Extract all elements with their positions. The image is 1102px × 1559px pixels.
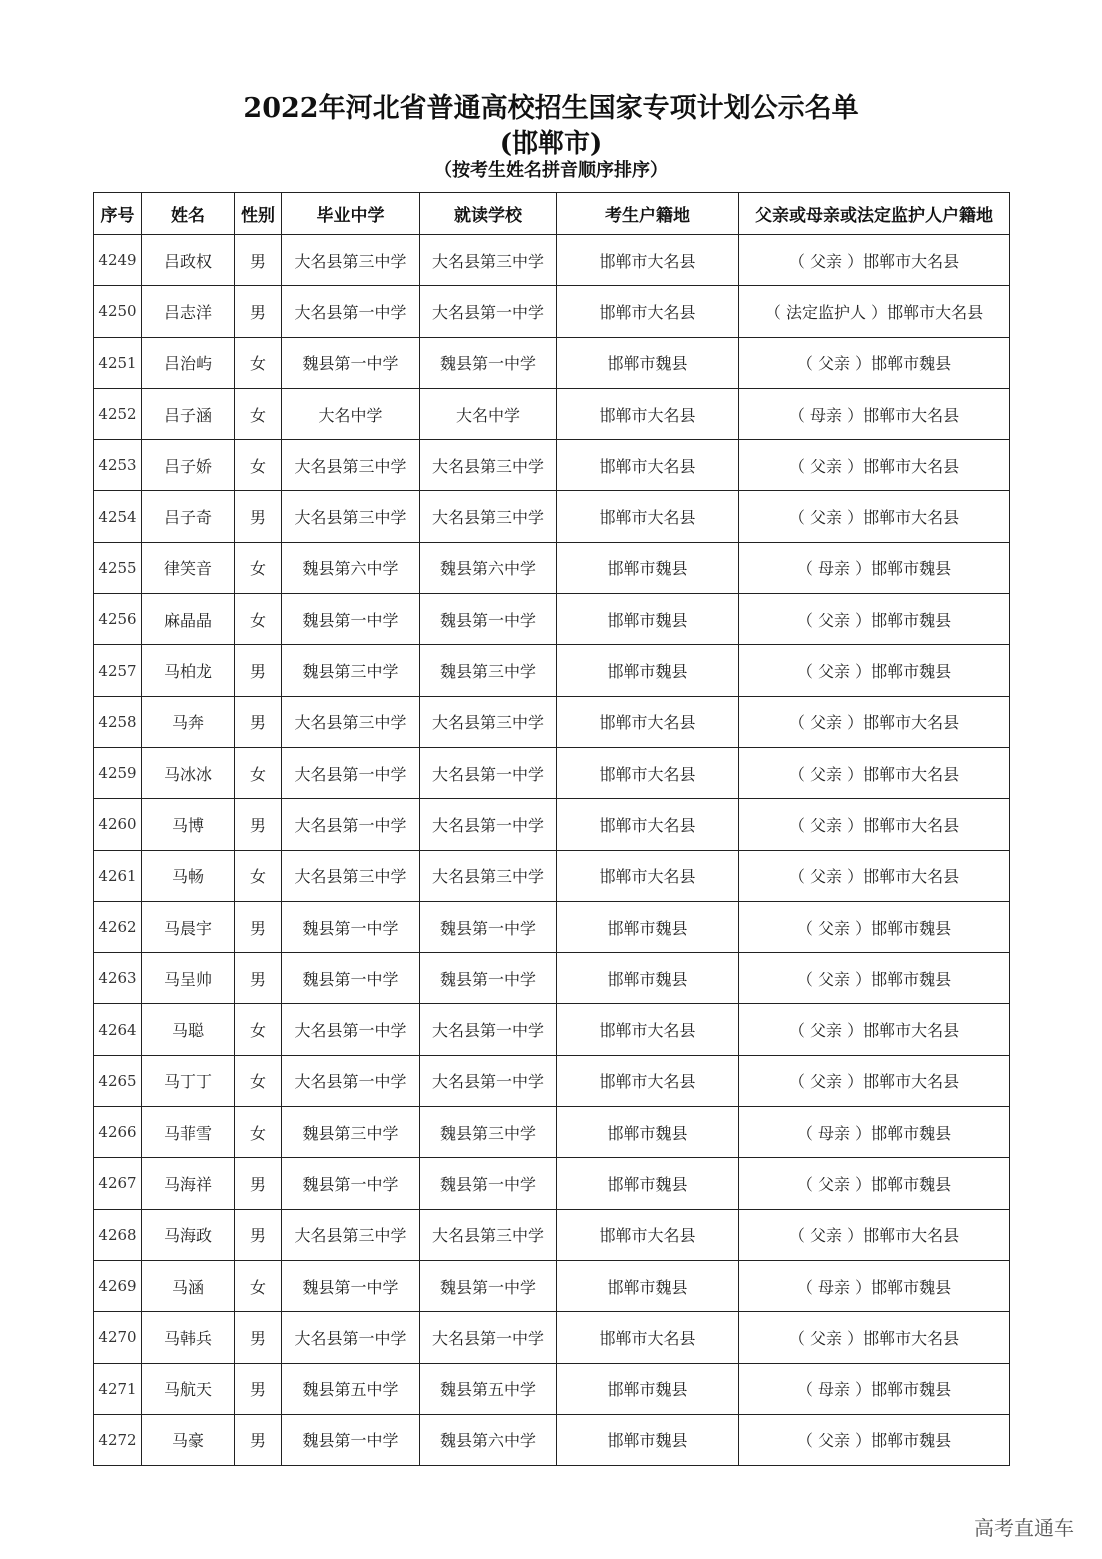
cell-guardian-residence: （ 父亲 ）邯郸市大名县 (739, 747, 1010, 798)
cell-guardian-residence: （ 父亲 ）邯郸市魏县 (739, 901, 1010, 952)
cell-guardian-residence: （ 父亲 ）邯郸市大名县 (739, 850, 1010, 901)
cell-graduated-school: 大名县第三中学 (282, 491, 420, 542)
table-header-row (94, 193, 1010, 235)
cell-guardian-residence: （ 母亲 ）邯郸市大名县 (739, 388, 1010, 439)
table-row (94, 901, 1010, 952)
cell-name: 马冰冰 (142, 747, 235, 798)
cell-index: 4249 (94, 235, 142, 286)
cell-name: 马奔 (142, 696, 235, 747)
cell-student-residence: 邯郸市大名县 (557, 440, 739, 491)
table-row (94, 1363, 1010, 1414)
table-row (94, 388, 1010, 439)
cell-guardian-residence: （ 母亲 ）邯郸市魏县 (739, 1260, 1010, 1311)
cell-index: 4270 (94, 1312, 142, 1363)
cell-gender: 男 (235, 645, 282, 696)
cell-guardian-residence: （ 母亲 ）邯郸市魏县 (739, 542, 1010, 593)
col-header-gender: 性别 (235, 193, 282, 235)
table-row (94, 235, 1010, 286)
cell-student-residence: 邯郸市大名县 (557, 388, 739, 439)
cell-guardian-residence: （ 父亲 ）邯郸市魏县 (739, 337, 1010, 388)
cell-guardian-residence: （ 母亲 ）邯郸市魏县 (739, 1107, 1010, 1158)
cell-graduated-school: 魏县第一中学 (282, 953, 420, 1004)
cell-student-residence: 邯郸市大名县 (557, 491, 739, 542)
cell-graduated-school: 大名县第三中学 (282, 696, 420, 747)
cell-index: 4272 (94, 1414, 142, 1465)
cell-gender: 男 (235, 491, 282, 542)
cell-student-residence: 邯郸市魏县 (557, 337, 739, 388)
cell-index: 4256 (94, 594, 142, 645)
table-row (94, 953, 1010, 1004)
cell-student-residence: 邯郸市大名县 (557, 1004, 739, 1055)
table-row (94, 1158, 1010, 1209)
cell-graduated-school: 魏县第五中学 (282, 1363, 420, 1414)
cell-name: 马畅 (142, 850, 235, 901)
cell-current-school: 大名县第一中学 (420, 1004, 557, 1055)
cell-index: 4255 (94, 542, 142, 593)
cell-current-school: 大名县第三中学 (420, 491, 557, 542)
cell-current-school: 大名县第一中学 (420, 747, 557, 798)
cell-guardian-residence: （ 父亲 ）邯郸市魏县 (739, 1414, 1010, 1465)
table-row (94, 1055, 1010, 1106)
cell-graduated-school: 大名县第三中学 (282, 1209, 420, 1260)
cell-graduated-school: 魏县第一中学 (282, 1414, 420, 1465)
cell-current-school: 魏县第一中学 (420, 901, 557, 952)
cell-name: 马晨宇 (142, 901, 235, 952)
cell-guardian-residence: （ 父亲 ）邯郸市大名县 (739, 491, 1010, 542)
cell-gender: 男 (235, 1158, 282, 1209)
cell-gender: 男 (235, 901, 282, 952)
cell-gender: 女 (235, 337, 282, 388)
cell-graduated-school: 魏县第六中学 (282, 542, 420, 593)
col-header-guardian-residence: 父亲或母亲或法定监护人户籍地 (739, 193, 1010, 235)
cell-gender: 男 (235, 1414, 282, 1465)
cell-guardian-residence: （ 父亲 ）邯郸市大名县 (739, 1209, 1010, 1260)
table-row (94, 491, 1010, 542)
cell-current-school: 魏县第一中学 (420, 953, 557, 1004)
cell-current-school: 大名县第三中学 (420, 850, 557, 901)
col-header-student-residence: 考生户籍地 (557, 193, 739, 235)
cell-gender: 男 (235, 696, 282, 747)
table-row (94, 696, 1010, 747)
watermark: 高考直通车 (974, 1516, 1074, 1540)
cell-name: 马涵 (142, 1260, 235, 1311)
cell-guardian-residence: （ 母亲 ）邯郸市魏县 (739, 1363, 1010, 1414)
cell-graduated-school: 魏县第三中学 (282, 1107, 420, 1158)
cell-index: 4254 (94, 491, 142, 542)
table-row (94, 1260, 1010, 1311)
cell-name: 麻晶晶 (142, 594, 235, 645)
cell-current-school: 大名县第一中学 (420, 799, 557, 850)
cell-name: 马海祥 (142, 1158, 235, 1209)
cell-current-school: 大名中学 (420, 388, 557, 439)
cell-index: 4269 (94, 1260, 142, 1311)
cell-graduated-school: 大名县第三中学 (282, 440, 420, 491)
cell-current-school: 魏县第六中学 (420, 542, 557, 593)
cell-current-school: 大名县第三中学 (420, 1209, 557, 1260)
cell-graduated-school: 魏县第一中学 (282, 1260, 420, 1311)
cell-name: 马聪 (142, 1004, 235, 1055)
cell-student-residence: 邯郸市大名县 (557, 696, 739, 747)
cell-index: 4250 (94, 286, 142, 337)
page-title: 2022年河北省普通高校招生国家专项计划公示名单 (243, 93, 859, 124)
cell-name: 马韩兵 (142, 1312, 235, 1363)
cell-student-residence: 邯郸市魏县 (557, 901, 739, 952)
cell-guardian-residence: （ 法定监护人 ）邯郸市大名县 (739, 286, 1010, 337)
cell-gender: 男 (235, 1209, 282, 1260)
col-header-index: 序号 (94, 193, 142, 235)
cell-gender: 女 (235, 594, 282, 645)
cell-graduated-school: 魏县第一中学 (282, 901, 420, 952)
cell-graduated-school: 大名县第一中学 (282, 1004, 420, 1055)
cell-guardian-residence: （ 父亲 ）邯郸市大名县 (739, 696, 1010, 747)
cell-gender: 女 (235, 388, 282, 439)
cell-name: 马海政 (142, 1209, 235, 1260)
cell-index: 4253 (94, 440, 142, 491)
col-header-graduated-school: 毕业中学 (282, 193, 420, 235)
cell-gender: 女 (235, 440, 282, 491)
cell-graduated-school: 大名县第三中学 (282, 235, 420, 286)
cell-student-residence: 邯郸市魏县 (557, 645, 739, 696)
cell-index: 4257 (94, 645, 142, 696)
table-row (94, 1004, 1010, 1055)
cell-name: 马博 (142, 799, 235, 850)
cell-graduated-school: 魏县第一中学 (282, 1158, 420, 1209)
cell-student-residence: 邯郸市魏县 (557, 1363, 739, 1414)
table-row (94, 1107, 1010, 1158)
cell-gender: 女 (235, 542, 282, 593)
cell-name: 马航天 (142, 1363, 235, 1414)
cell-gender: 男 (235, 1312, 282, 1363)
cell-student-residence: 邯郸市魏县 (557, 594, 739, 645)
cell-graduated-school: 大名县第一中学 (282, 747, 420, 798)
cell-graduated-school: 大名县第三中学 (282, 850, 420, 901)
cell-gender: 男 (235, 953, 282, 1004)
cell-student-residence: 邯郸市大名县 (557, 235, 739, 286)
cell-student-residence: 邯郸市魏县 (557, 1158, 739, 1209)
cell-index: 4264 (94, 1004, 142, 1055)
col-header-name: 姓名 (142, 193, 235, 235)
cell-current-school: 魏县第一中学 (420, 1158, 557, 1209)
cell-graduated-school: 魏县第三中学 (282, 645, 420, 696)
cell-graduated-school: 大名县第一中学 (282, 1055, 420, 1106)
cell-guardian-residence: （ 父亲 ）邯郸市魏县 (739, 1158, 1010, 1209)
table-body (94, 235, 1010, 1466)
table-row (94, 542, 1010, 593)
sort-note: （按考生姓名拼音顺序排序） (434, 160, 668, 181)
cell-gender: 女 (235, 1055, 282, 1106)
cell-current-school: 大名县第三中学 (420, 235, 557, 286)
cell-guardian-residence: （ 父亲 ）邯郸市魏县 (739, 645, 1010, 696)
cell-graduated-school: 大名县第一中学 (282, 1312, 420, 1363)
cell-guardian-residence: （ 父亲 ）邯郸市大名县 (739, 1312, 1010, 1363)
cell-current-school: 大名县第一中学 (420, 1055, 557, 1106)
table-row (94, 645, 1010, 696)
cell-student-residence: 邯郸市魏县 (557, 542, 739, 593)
cell-name: 吕政权 (142, 235, 235, 286)
cell-graduated-school: 大名县第一中学 (282, 799, 420, 850)
cell-name: 马呈帅 (142, 953, 235, 1004)
cell-index: 4258 (94, 696, 142, 747)
cell-name: 吕子奇 (142, 491, 235, 542)
cell-index: 4260 (94, 799, 142, 850)
cell-graduated-school: 魏县第一中学 (282, 594, 420, 645)
cell-graduated-school: 大名中学 (282, 388, 420, 439)
cell-current-school: 魏县第三中学 (420, 645, 557, 696)
cell-index: 4266 (94, 1107, 142, 1158)
cell-student-residence: 邯郸市魏县 (557, 1107, 739, 1158)
cell-gender: 女 (235, 1107, 282, 1158)
table-row (94, 850, 1010, 901)
page-subtitle: (邯郸市) (499, 129, 603, 159)
cell-name: 律笑音 (142, 542, 235, 593)
table-row (94, 799, 1010, 850)
cell-gender: 男 (235, 235, 282, 286)
cell-student-residence: 邯郸市大名县 (557, 799, 739, 850)
cell-current-school: 大名县第一中学 (420, 286, 557, 337)
cell-graduated-school: 魏县第一中学 (282, 337, 420, 388)
table-row (94, 440, 1010, 491)
cell-current-school: 魏县第五中学 (420, 1363, 557, 1414)
cell-current-school: 魏县第六中学 (420, 1414, 557, 1465)
cell-student-residence: 邯郸市魏县 (557, 1260, 739, 1311)
cell-guardian-residence: （ 父亲 ）邯郸市大名县 (739, 1055, 1010, 1106)
cell-name: 马豪 (142, 1414, 235, 1465)
cell-name: 吕治屿 (142, 337, 235, 388)
cell-student-residence: 邯郸市魏县 (557, 953, 739, 1004)
table-row (94, 1414, 1010, 1465)
cell-gender: 女 (235, 747, 282, 798)
cell-index: 4271 (94, 1363, 142, 1414)
cell-graduated-school: 大名县第一中学 (282, 286, 420, 337)
cell-name: 吕志洋 (142, 286, 235, 337)
cell-gender: 女 (235, 1260, 282, 1311)
cell-guardian-residence: （ 父亲 ）邯郸市魏县 (739, 594, 1010, 645)
table-row (94, 1312, 1010, 1363)
cell-name: 吕子娇 (142, 440, 235, 491)
cell-index: 4263 (94, 953, 142, 1004)
cell-name: 马丁丁 (142, 1055, 235, 1106)
table-row (94, 337, 1010, 388)
cell-index: 4259 (94, 747, 142, 798)
cell-student-residence: 邯郸市魏县 (557, 1414, 739, 1465)
cell-current-school: 魏县第一中学 (420, 594, 557, 645)
cell-name: 马柏龙 (142, 645, 235, 696)
student-table (93, 192, 1010, 1466)
cell-guardian-residence: （ 父亲 ）邯郸市魏县 (739, 953, 1010, 1004)
cell-current-school: 魏县第一中学 (420, 1260, 557, 1311)
cell-student-residence: 邯郸市大名县 (557, 747, 739, 798)
cell-current-school: 魏县第一中学 (420, 337, 557, 388)
table-row (94, 1209, 1010, 1260)
cell-student-residence: 邯郸市大名县 (557, 1312, 739, 1363)
cell-gender: 女 (235, 1004, 282, 1055)
cell-guardian-residence: （ 父亲 ）邯郸市大名县 (739, 799, 1010, 850)
table-row (94, 286, 1010, 337)
cell-guardian-residence: （ 父亲 ）邯郸市大名县 (739, 1004, 1010, 1055)
col-header-current-school: 就读学校 (420, 193, 557, 235)
cell-current-school: 魏县第三中学 (420, 1107, 557, 1158)
cell-gender: 男 (235, 1363, 282, 1414)
cell-gender: 男 (235, 799, 282, 850)
cell-index: 4265 (94, 1055, 142, 1106)
cell-current-school: 大名县第三中学 (420, 696, 557, 747)
cell-name: 吕子涵 (142, 388, 235, 439)
table-row (94, 747, 1010, 798)
cell-name: 马菲雪 (142, 1107, 235, 1158)
cell-gender: 女 (235, 850, 282, 901)
cell-guardian-residence: （ 父亲 ）邯郸市大名县 (739, 235, 1010, 286)
cell-index: 4252 (94, 388, 142, 439)
cell-index: 4268 (94, 1209, 142, 1260)
cell-student-residence: 邯郸市大名县 (557, 1055, 739, 1106)
cell-student-residence: 邯郸市大名县 (557, 286, 739, 337)
cell-student-residence: 邯郸市大名县 (557, 1209, 739, 1260)
cell-index: 4262 (94, 901, 142, 952)
cell-guardian-residence: （ 父亲 ）邯郸市大名县 (739, 440, 1010, 491)
cell-current-school: 大名县第三中学 (420, 440, 557, 491)
cell-index: 4267 (94, 1158, 142, 1209)
cell-student-residence: 邯郸市大名县 (557, 850, 739, 901)
table-row (94, 594, 1010, 645)
cell-current-school: 大名县第一中学 (420, 1312, 557, 1363)
cell-index: 4261 (94, 850, 142, 901)
cell-index: 4251 (94, 337, 142, 388)
cell-gender: 男 (235, 286, 282, 337)
